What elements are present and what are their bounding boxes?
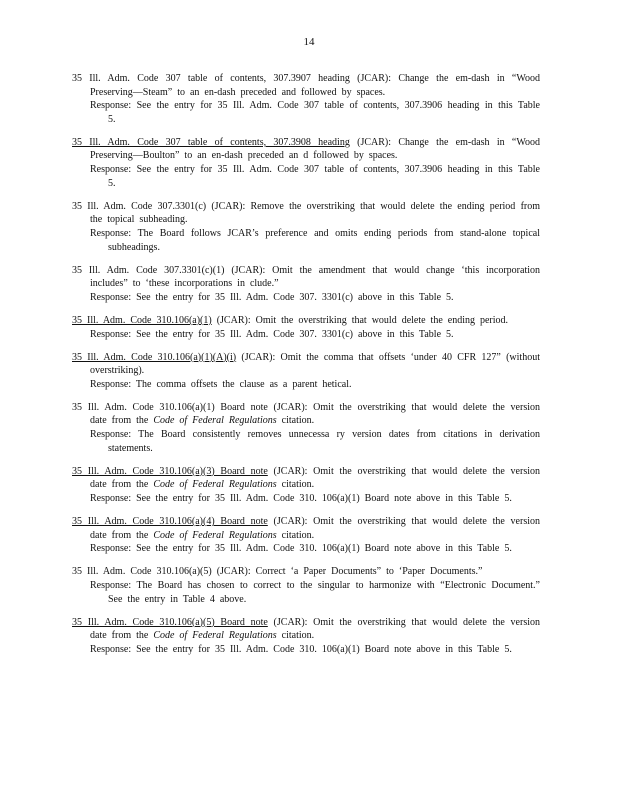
comment-body: (JCAR): Omit the overstriking that would delete the version date from the <box>90 465 541 491</box>
page-number: 14 <box>303 36 315 48</box>
comment-body: (JCAR): Omit the comma that offsets ‘under 40 CFR 127” (without overstriking). <box>90 351 540 377</box>
rule-citation: 35 Ill. Adm. Code 310.106(a)(5) <box>72 566 212 578</box>
response-text <box>72 227 540 254</box>
response-label: Response: <box>90 328 132 340</box>
response-body: The Board follows JCAR’s preference and omits ending periods from stand-alone topical subheadings. <box>108 227 540 253</box>
comment-entry <box>72 264 540 305</box>
response-label: Response: <box>90 227 132 239</box>
comment-text <box>72 351 540 378</box>
comment-italic-title: Code of Federal Regulations <box>153 415 277 427</box>
comment-entry <box>72 465 540 506</box>
entry-list <box>72 72 540 666</box>
response-text <box>72 291 540 305</box>
response-label: Response: <box>90 643 132 655</box>
comment-text <box>72 465 540 492</box>
rule-citation: 35 Ill. Adm. Code 310.106(a)(4) Board note <box>72 516 268 528</box>
comment-entry <box>72 72 540 126</box>
response-label: Response: <box>90 579 132 591</box>
response-body: See the entry for 35 Ill. Adm. Code 310. 106(a)(1) Board note above in this Table 5. <box>131 643 512 655</box>
comment-body: (JCAR): Change the em-dash in “Wood Preserving—Boulton” to an en-dash preceded an d followed by spaces. <box>90 136 540 162</box>
comment-body: (JCAR): Omit the overstriking that would delete the ending period. <box>211 314 509 326</box>
rule-citation: 35 Ill. Adm. Code 310.106(a)(1)(A)(i) <box>72 351 237 363</box>
comment-body-end: citation. <box>276 479 315 491</box>
response-label: Response: <box>90 378 132 390</box>
comment-body: (JCAR): Omit the overstriking that would delete the version date from the <box>90 401 541 427</box>
response-label: Response: <box>90 100 132 112</box>
comment-text <box>72 136 540 163</box>
comment-body: (JCAR): Omit the amendment that would change ‘this incorporation includes” to ‘these incorporations in clude.” <box>90 264 541 290</box>
comment-body: (JCAR): Change the em-dash in “Wood Preserving—Steam” to an en-dash preceded and followed by spaces. <box>90 73 540 98</box>
response-body: See the entry for 35 Ill. Adm. Code 310. 106(a)(1) Board note above in this Table 5. <box>131 543 512 555</box>
rule-citation: 35 Ill. Adm. Code 310.106(a)(1) <box>72 314 212 326</box>
response-body: See the entry for 35 Ill. Adm. Code 307 table of contents, 307.3906 heading in this Table 5. <box>108 100 540 125</box>
response-text <box>72 328 540 342</box>
comment-entry <box>72 314 540 341</box>
comment-entry <box>72 565 540 606</box>
response-body: See the entry for 35 Ill. Adm. Code 307. 3301(c) above in this Table 5. <box>131 291 454 303</box>
comment-body: (JCAR): Remove the overstriking that would delete the ending period from the topical subheading. <box>90 200 541 226</box>
rule-citation: 35 Ill. Adm. Code 310.106(a)(3) Board note <box>72 465 268 477</box>
response-text <box>72 492 540 506</box>
response-body: The Board consistently removes unnecessa ry version dates from citations in derivation statements. <box>108 429 540 454</box>
comment-text <box>72 515 540 542</box>
comment-entry <box>72 136 540 190</box>
comment-text <box>72 401 540 428</box>
comment-body-end: citation. <box>276 630 315 642</box>
rule-citation: 35 Ill. Adm. Code 307 table of contents, 307.3907 heading <box>72 73 350 84</box>
comment-italic-title: Code of Federal Regulations <box>153 630 277 642</box>
response-body: See the entry for 35 Ill. Adm. Code 307. 3301(c) above in this Table 5. <box>131 328 454 340</box>
rule-citation: 35 Ill. Adm. Code 307 table of contents, 307.3908 heading <box>72 136 350 148</box>
response-text <box>72 542 540 556</box>
rule-citation: 35 Ill. Adm. Code 310.106(a)(1) Board note <box>72 401 268 413</box>
comment-entry <box>72 200 540 254</box>
response-text <box>72 428 540 455</box>
comment-text <box>72 72 540 99</box>
comment-body-end: citation. <box>276 415 315 427</box>
response-text <box>72 643 540 657</box>
comment-text <box>72 314 540 328</box>
comment-entry <box>72 401 540 455</box>
response-body: See the entry for 35 Ill. Adm. Code 310. 106(a)(1) Board note above in this Table 5. <box>131 492 512 504</box>
comment-entry <box>72 351 540 392</box>
response-body: The comma offsets the clause as a parent hetical. <box>131 378 352 390</box>
response-text <box>72 163 540 190</box>
comment-italic-title: Code of Federal Regulations <box>153 529 277 541</box>
comment-text <box>72 200 540 227</box>
rule-citation: 35 Ill. Adm. Code 307.3301(c) <box>72 200 207 212</box>
comment-text <box>72 565 540 579</box>
rule-citation: 35 Ill. Adm. Code 310.106(a)(5) Board note <box>72 616 268 628</box>
comment-entry <box>72 515 540 556</box>
comment-body-end: citation. <box>276 529 315 541</box>
response-label: Response: <box>90 429 132 441</box>
comment-body: (JCAR): Omit the overstriking that would delete the version date from the <box>90 516 541 541</box>
comment-body: (JCAR): Correct ‘a Paper Documents” to ‘Paper Documents.” <box>211 566 483 578</box>
response-body: The Board has chosen to correct to the singular to harmonize with “Electronic Document.” See the entry in Table 4 above. <box>108 579 540 605</box>
response-body: See the entry for 35 Ill. Adm. Code 307 table of contents, 307.3906 heading in this Table 5. <box>108 164 540 189</box>
response-text <box>72 99 540 126</box>
response-label: Response: <box>90 492 132 504</box>
response-text <box>72 579 540 606</box>
response-label: Response: <box>90 291 132 303</box>
comment-text <box>72 264 540 291</box>
response-label: Response: <box>90 543 132 555</box>
comment-body: (JCAR): Omit the overstriking that would delete the version date from the <box>90 616 541 642</box>
comment-entry <box>72 616 540 657</box>
comment-italic-title: Code of Federal Regulations <box>153 479 277 491</box>
rule-citation: 35 Ill. Adm. Code 307.3301(c)(1) <box>72 264 225 276</box>
comment-text <box>72 616 540 643</box>
response-label: Response: <box>90 164 132 176</box>
response-text <box>72 378 540 392</box>
